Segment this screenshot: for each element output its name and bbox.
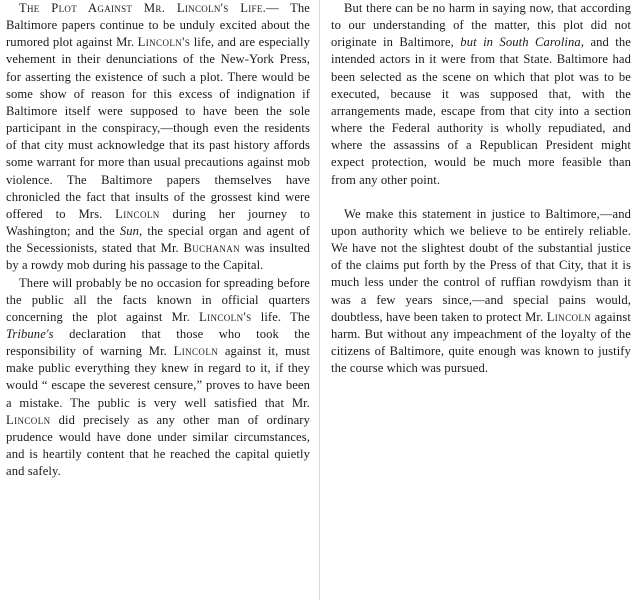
text-run: the special organ and agent of the Secessionists, stated that Mr.	[6, 224, 310, 256]
name-lincoln: Lincoln	[115, 206, 160, 221]
text-run: life, and are especially vehement in their denunciations of the New-York Press, for asserting the existence of such a plot. There would be some show of reason for this excess of indignation if Baltimore itself were supposed to have been the sole participant in the conspiracy,—though even the residents of that city must acknowledge that its past history affords some warrant for more than usual precautions against mob violence. The Baltimore papers themselves have chronicled the fact that insults of the grossest kind were offered to Mrs.	[6, 35, 310, 221]
text-run: did precisely as any other man of ordinary prudence would have done under similar circumstances, and is heartily content that he reached the capital quietly and safely.	[6, 412, 310, 479]
paragraph-justice-to-baltimore	[331, 206, 631, 378]
text-run: We make this statement in justice to Baltimore,—and upon authority which we believe to be entirely reliable. We have not the slightest doubt of the substantial justice of the claims put forth by the Press of that City, that it is much less under the control of ruffian rowdyism than it was a few years since,—and special pains would, doubtless, have been taken to protect Mr.	[331, 206, 631, 324]
text-run: against harm. But without any impeachment of the loyalty of the citizens of Baltimore, quite enough was known to justify the course which was pursued.	[331, 309, 631, 376]
text-run: life. The	[251, 309, 310, 324]
text-run: But there can be no harm in saying now, that according to our understanding of the matter, this plot did not originate in Baltimore,	[331, 1, 631, 50]
text-run: and the intended actors in it were from that State. Baltimore had been selected as the scene on which that plot was to be executed, because it was supposed that, with the arrangements made, escape from that city into a section where the Federal authority is wholly repudiated, and where the assassins of a Republican President might expect protection, would be much more feasible than from any other point.	[331, 35, 631, 187]
newspaper-name-tribune: Tribune's	[6, 326, 54, 341]
text-run: — The Baltimore papers continue to be unduly excited about the rumored plot against Mr.	[6, 1, 310, 50]
right-column	[331, 0, 631, 377]
name-lincoln: Lincoln	[173, 344, 219, 359]
text-run: There will probably be no occasion for spreading before the public all the facts known in official quarters concerning the plot against Mr.	[6, 275, 310, 324]
text-run: was insulted by a rowdy mob during his passage to the Capital.	[6, 241, 310, 273]
article-headline: The Plot Against Mr. Lincoln's Life.	[19, 1, 267, 15]
paragraph-plot-rumor	[6, 0, 310, 275]
emphasis-south-carolina: but in South Carolina,	[460, 35, 585, 50]
name-lincoln: Lincoln's	[137, 35, 191, 50]
text-run: against it, must make public everything they knew in regard to it, if they would “ escape the severest censure,” proves to have been a mistake. The public is very well satisfied that Mr.	[6, 344, 310, 410]
paragraph-plot-origin	[331, 0, 631, 189]
newspaper-name-sun: Sun,	[119, 224, 143, 239]
name-lincoln: Lincoln	[546, 309, 592, 324]
left-column	[6, 0, 310, 480]
name-lincoln: Lincoln's	[198, 309, 252, 324]
text-run: declaration that those who took the responsibility of warning Mr.	[6, 326, 310, 359]
column-divider	[319, 0, 320, 600]
name-buchanan: Buchanan	[183, 241, 241, 256]
paragraph-official-facts	[6, 275, 310, 481]
text-run: during her journey to Washington; and the	[6, 206, 310, 239]
name-lincoln: Lincoln	[6, 412, 51, 427]
